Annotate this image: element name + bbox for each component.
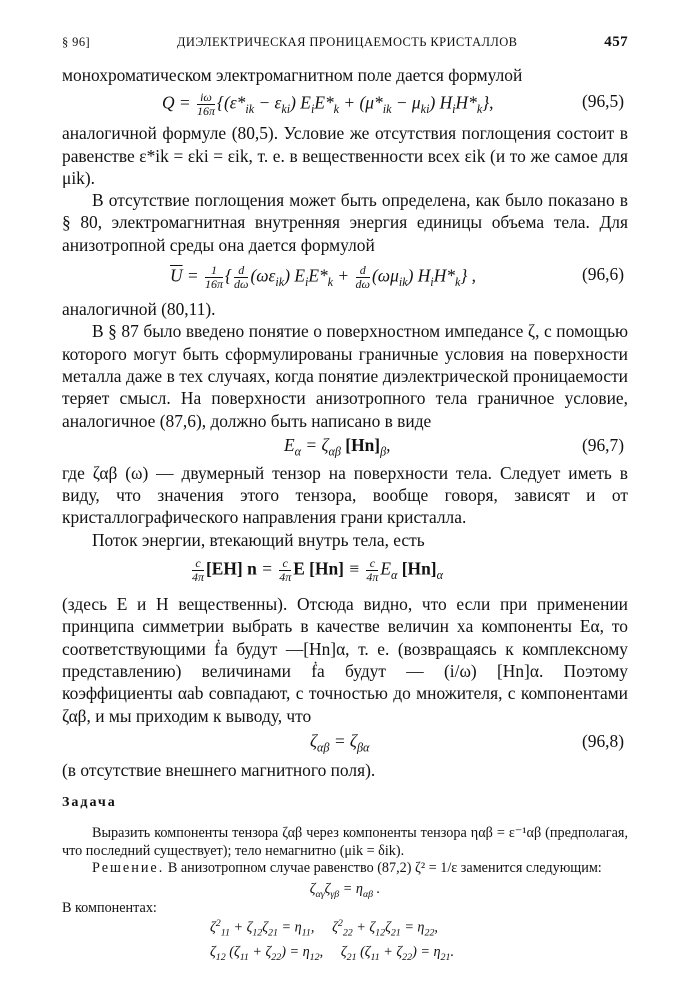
section-ref: § 96]: [62, 35, 91, 49]
equation-96-8: $\zeta_{\alpha\beta} = \zeta_{\beta\alpha}$ (96,8): [310, 730, 624, 755]
equation-96-7: $E_\alpha = \zeta_{\alpha\beta}$ $[Hn]_\beta$, (96,7): [284, 434, 624, 459]
page-number: 457: [604, 34, 628, 50]
component-equations: В компонентах: $\zeta^2_{11} + \zeta_{12}\zeta_{21} = \eta_{11}$, $\zeta^2_{22} + \zeta_{12}\zeta_{21} = \eta_{22}$, $\zeta_{12}$ $(\zeta_{11} + \zeta_{22}) = \eta_{12}$, $\zeta_{21}$ $(\zeta_{11} + \zeta_{22}) = \eta_{21}$.: [62, 899, 454, 963]
paragraph: (в отсутствие внешнего магнитного поля).: [62, 759, 376, 780]
paragraph: В отсутствие поглощения может быть определена, как было показано в § 80, электромагнитная внутренняя энергия единицы объема тела. Для анизотропной среды она дается формулой: [62, 190, 628, 255]
equation-number: (96,8): [581, 730, 624, 751]
in-components-label: В компонентах:: [62, 899, 157, 916]
equation-number: (96,5): [581, 91, 624, 112]
solution-text: В анизотропном случае равенство (87,2) ζ² = 1/ε заменится следующим:: [167, 860, 602, 877]
equation-96-6: $\overline{U}$ = $\frac{1}{16\pi}$ { $\frac{d}{d\omega}$ $(\omega\varepsilon_{ik}) E_iE*_k$ + $\frac{d}{d\omega}$ $(\omega\mu_{ik})$ $H_iH*_k$} , (96,6): [170, 263, 624, 292]
task-solution: [62, 860, 628, 878]
running-title: ДИЭЛЕКТРИЧЕСКАЯ ПРОНИЦАЕМОСТЬ КРИСТАЛЛОВ: [176, 35, 518, 49]
equation-energy-flux: $\frac{c}{4\pi}$ [EH] n = $\frac{c}{4\pi}$ E [Hn] ≡ $\frac{c}{4\pi}$ $E_\alpha$ $[Hn]_\alpha$: [192, 556, 443, 585]
solution-label: Решение.: [92, 860, 165, 877]
equation-number: (96,7): [581, 434, 624, 455]
paragraph: аналогичной (80,11).: [62, 299, 216, 320]
task-heading: Задача: [62, 795, 117, 811]
equation-96-5: Q = $\frac{i\omega}{16\pi}$ {$(\varepsilon*_{ik} - \varepsilon_{ki}) E_iE*_k + (\mu*_{ik} - \mu_{ki})$ $H_iH*_k$}, (96,5): [162, 90, 624, 119]
paragraph: аналогичной формуле (80,5). Условие же отсутствия поглощения состоит в равенстве ε*ik = εki = εik, т. е. в вещественности всех εik (и то же самое для μik).: [62, 123, 628, 188]
page: [62, 34, 628, 972]
task-statement: Выразить компоненты тензора ζαβ через компоненты тензора ηαβ = ε⁻¹αβ (предполагая, что последний существует); тело немагнитно (μik = δik).: [62, 825, 628, 859]
paragraph: (здесь E и H вещественны). Отсюда видно, что если при применении принципа симметрии выбрать в качестве величин xa компоненты Eα, то соответствующими ḟa будут —[Hn]α, т. е. (возвращаясь к комплексному представлению) величинами ḟa будут — (i/ω) [Hn]α. Поэтому коэффициенты αab совпадают, с точностью до множителя, с компонентами ζαβ, и мы приходим к выводу, что: [62, 594, 628, 726]
paragraph: где ζαβ (ω) — двумерный тензор на поверхности тела. Следует иметь в виду, что значения этого тензора, вообще говоря, зависят и от кристаллографического направления грани кристалла.: [62, 462, 628, 528]
equation-number: (96,6): [581, 264, 624, 285]
paragraph: В § 87 было введено понятие о поверхностном импедансе ζ, с помощью которого могут быть сформулированы граничные условия на поверхности металла даже в тех случаях, когда понятие диэлектрической проницаемости теряет смысл. На поверхности анизотропного тела граничное условие, аналогичное (87,6), должно быть написано в виде: [62, 321, 628, 431]
solution-equation: $\zeta_{\alpha\gamma}\zeta_{\gamma\beta} = \eta_{\alpha\beta}$ .: [309, 880, 381, 900]
paragraph: Поток энергии, втекающий внутрь тела, есть: [92, 529, 425, 550]
running-header: [62, 34, 628, 64]
text-line: монохроматическом электромагнитном поле дается формулой: [62, 65, 523, 85]
